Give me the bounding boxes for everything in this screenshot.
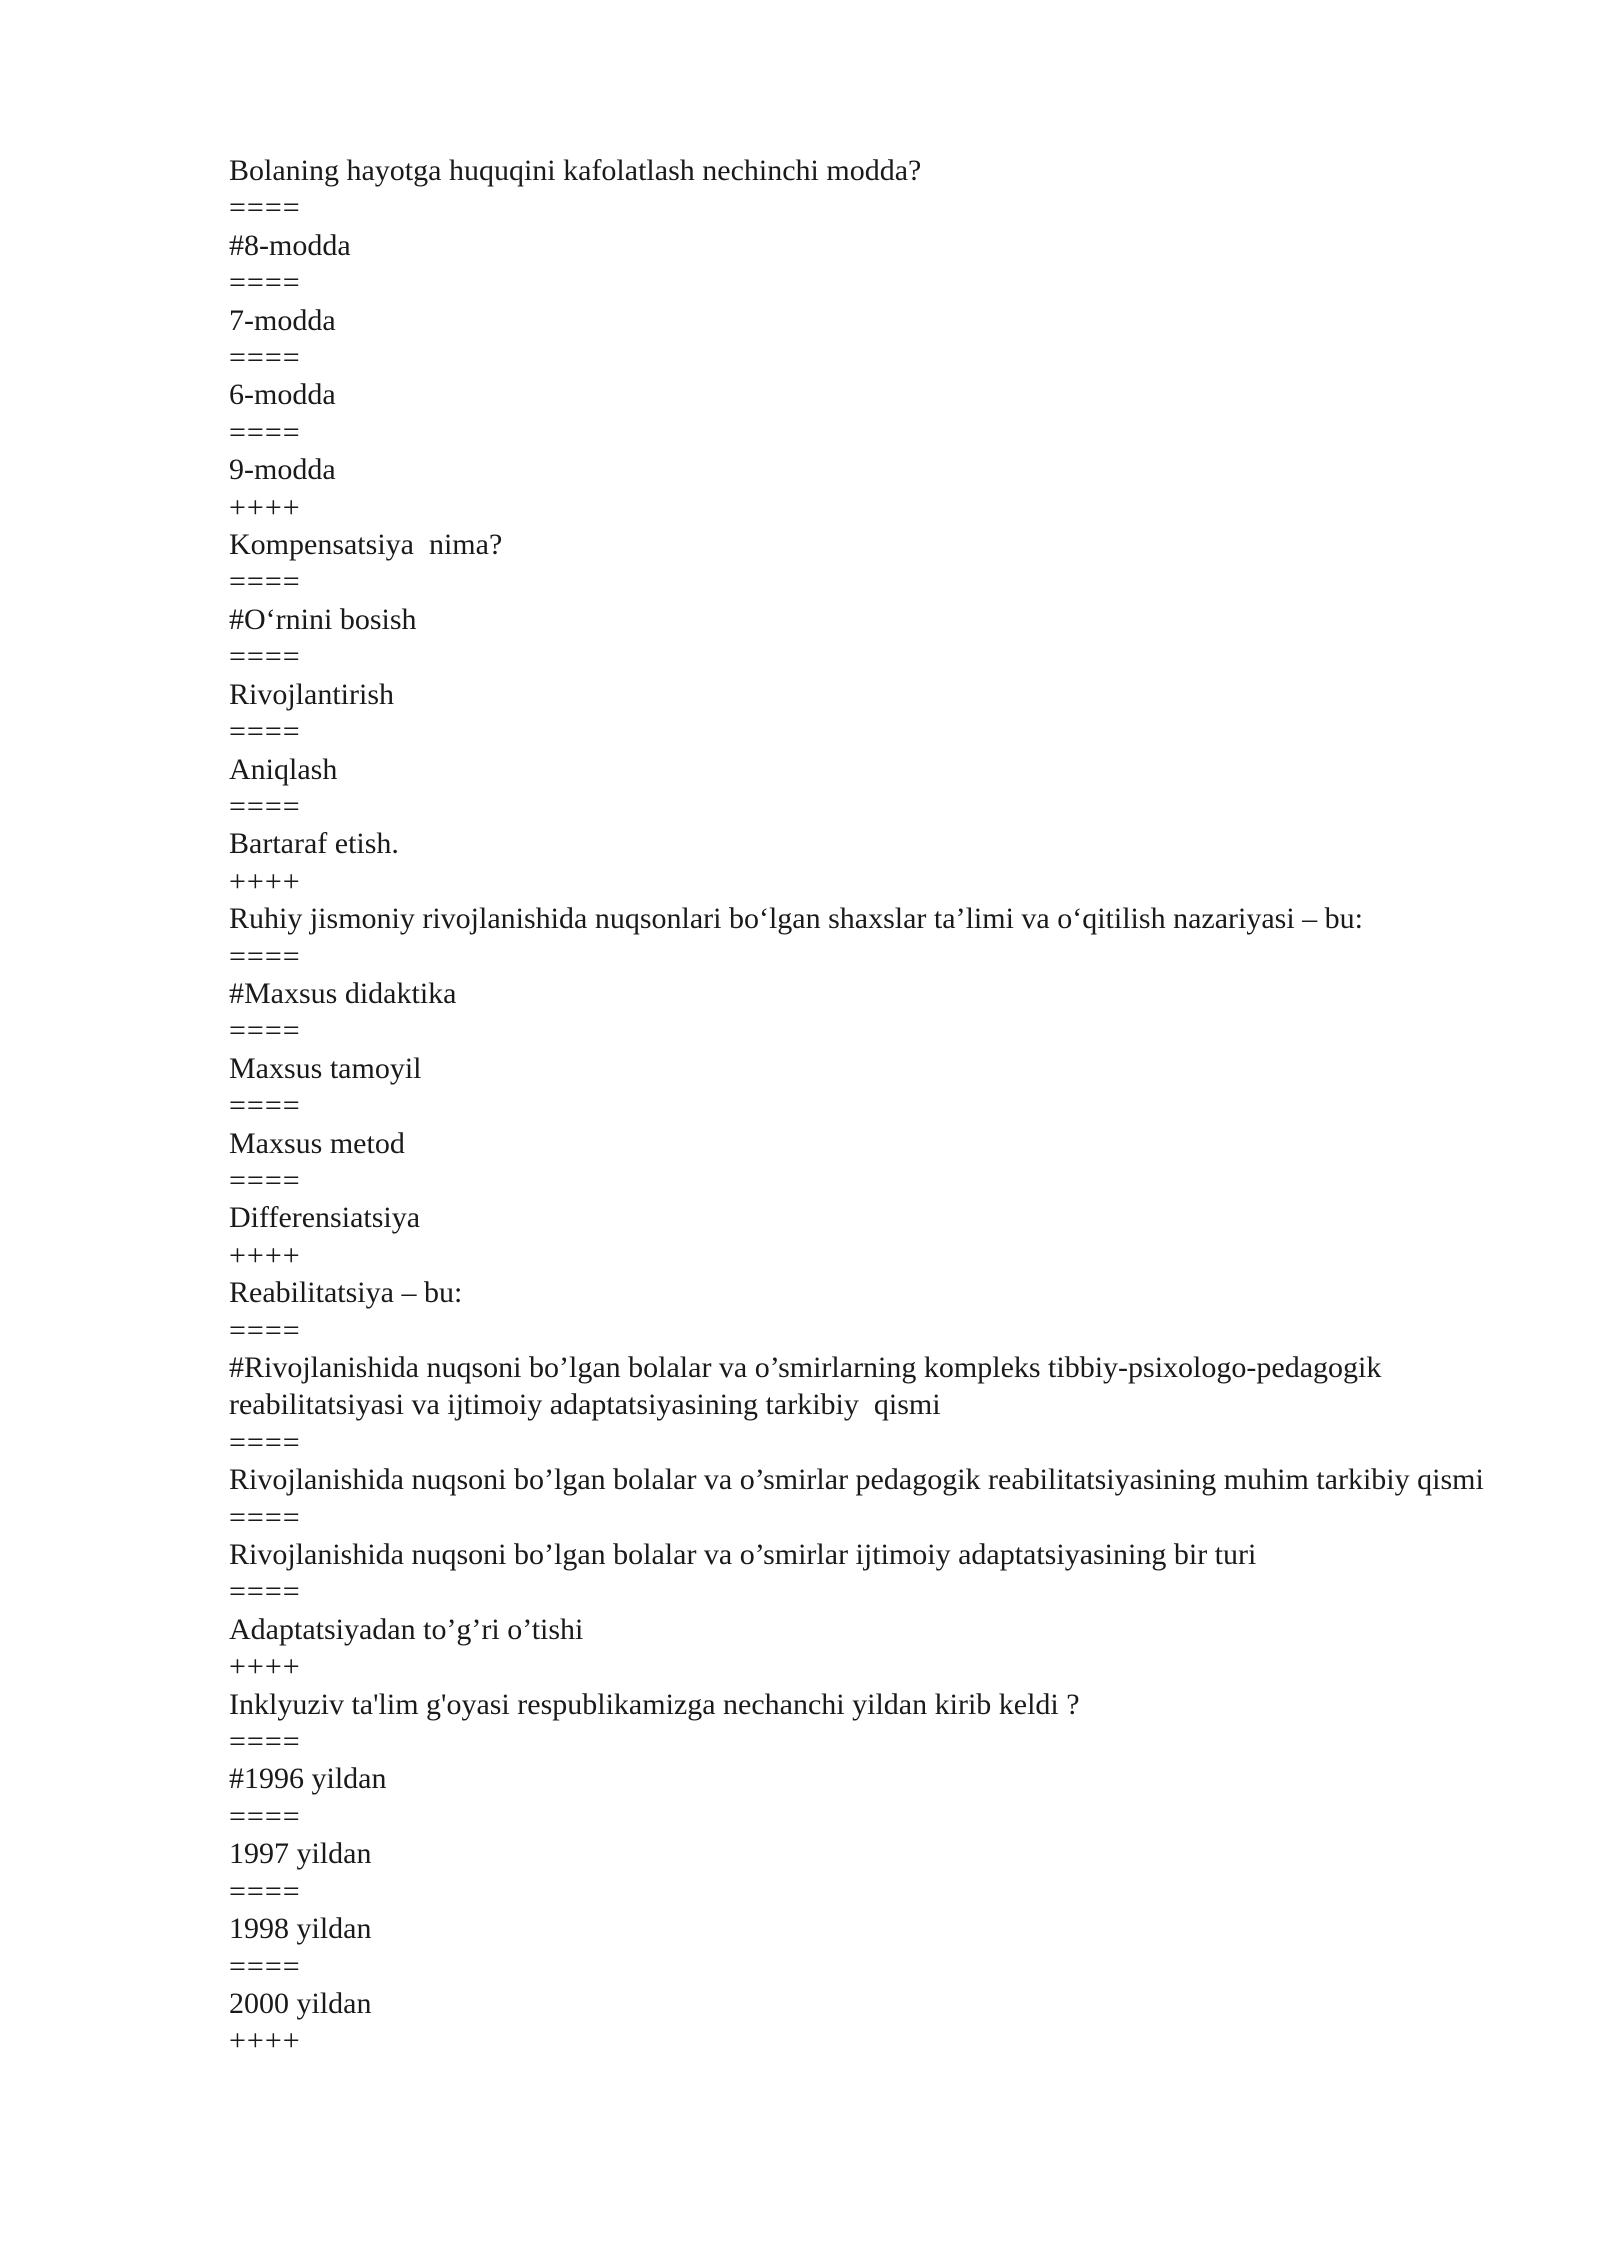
separator: ==== — [229, 640, 301, 674]
question-text: Reabilitatsiya – bu: — [229, 1276, 463, 1310]
document-page — [229, 152, 1529, 2060]
answer-option: 1997 yildan — [229, 1837, 372, 1871]
question-divider: ++++ — [229, 2024, 301, 2058]
separator: ==== — [229, 1014, 301, 1048]
separator: ==== — [229, 1725, 301, 1759]
separator: ==== — [229, 1425, 301, 1459]
answer-correct: #Rivojlanishida nuqsoni bo’lgan bolalar va o’smirlarning kompleks tibbiy-psixologo-pedagogik reabilitatsiyasi va ijtimoiy adaptatsiyasining tarkibiy qismi — [229, 1351, 1389, 1422]
answer-option: Aniqlash — [229, 752, 338, 786]
answer-option: 7-modda — [229, 303, 336, 337]
answer-option: Maxsus metod — [229, 1126, 405, 1160]
question-text: Inklyuziv ta'lim g'oyasi respublikamizga nechanchi yildan kirib keldi ? — [229, 1687, 1080, 1721]
question-divider: ++++ — [229, 1238, 301, 1272]
separator: ==== — [229, 1799, 301, 1833]
answer-option: 1998 yildan — [229, 1912, 372, 1946]
answer-correct: #1996 yildan — [229, 1762, 387, 1796]
answer-option: 2000 yildan — [229, 1986, 372, 2020]
separator: ==== — [229, 415, 301, 449]
separator: ==== — [229, 266, 301, 300]
answer-option: Adaptatsiyadan to’g’ri o’tishi — [229, 1612, 584, 1646]
question-text: Bolaning hayotga huquqini kafolatlash nechinchi modda? — [229, 154, 922, 187]
answer-option: Rivojlanishida nuqsoni bo’lgan bolalar va o’smirlar ijtimoiy adaptatsiyasining bir turi — [229, 1538, 1257, 1572]
separator: ==== — [229, 1089, 301, 1123]
answer-option: Rivojlantirish — [229, 677, 394, 711]
answer-option: 9-modda — [229, 453, 336, 487]
answer-option: Maxsus tamoyil — [229, 1051, 422, 1085]
answer-option: Rivojlanishida nuqsoni bo’lgan bolalar va o’smirlar pedagogik reabilitatsiyasining muhim tarkibiy qismi — [229, 1463, 1484, 1497]
separator: ==== — [229, 341, 301, 375]
separator: ==== — [229, 1313, 301, 1347]
question-divider: ++++ — [229, 864, 301, 898]
question-divider: ++++ — [229, 490, 301, 524]
question-text: Ruhiy jismoniy rivojlanishida nuqsonlari bo‘lgan shaxslar ta’limi va o‘qitilish nazariyasi – bu: — [229, 902, 1363, 936]
separator: ==== — [229, 1949, 301, 1983]
separator: ==== — [229, 1500, 301, 1534]
answer-correct: #8-modda — [229, 228, 351, 262]
separator: ==== — [229, 1163, 301, 1197]
answer-option: 6-modda — [229, 378, 336, 412]
answer-option: Differensiatsiya — [229, 1201, 421, 1235]
answer-correct: #O‘rnini bosish — [229, 602, 417, 636]
answer-correct: #Maxsus didaktika — [229, 976, 457, 1010]
separator: ==== — [229, 1575, 301, 1609]
separator: ==== — [229, 1874, 301, 1908]
separator: ==== — [229, 715, 301, 749]
separator: ==== — [229, 191, 301, 225]
separator: ==== — [229, 789, 301, 823]
question-divider: ++++ — [229, 1650, 301, 1684]
answer-option: Bartaraf etish. — [229, 827, 399, 861]
separator: ==== — [229, 565, 301, 599]
separator: ==== — [229, 939, 301, 973]
question-text: Kompensatsiya nima? — [229, 528, 503, 562]
